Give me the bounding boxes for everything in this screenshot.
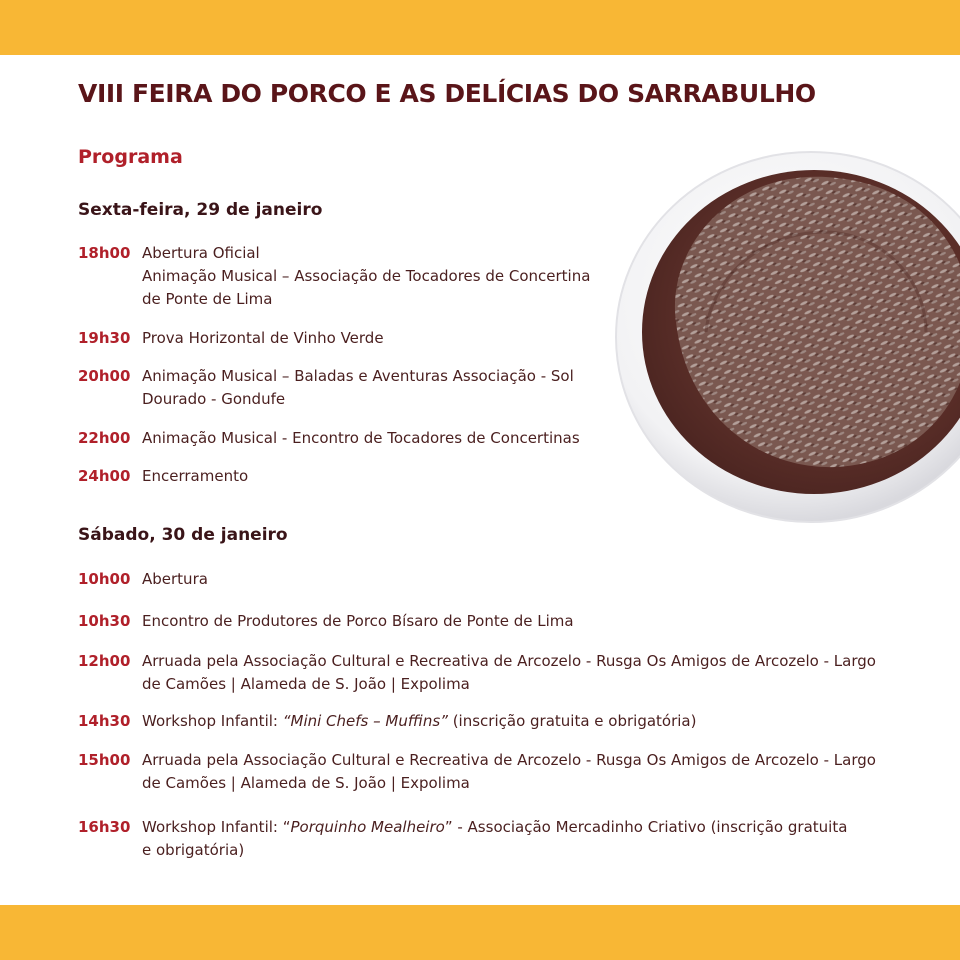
event-time: 24h00 <box>78 467 131 485</box>
event-time: 10h30 <box>78 612 131 630</box>
event-time: 20h00 <box>78 367 131 385</box>
schedule-item <box>78 427 580 450</box>
event-time: 15h00 <box>78 751 131 769</box>
schedule-item <box>78 327 384 350</box>
schedule-item <box>78 568 208 591</box>
sarrabulho-dish-photo <box>596 132 960 532</box>
event-text: Arruada pela Associação Cultural e Recreativa de Arcozelo - Rusga Os Amigos de Arcozelo - Largo <box>142 751 876 769</box>
event-text: Workshop Infantil: “Porquinho Mealheiro” - Associação Mercadinho Criativo (inscrição gratuita <box>142 818 848 836</box>
event-text: Arruada pela Associação Cultural e Recreativa de Arcozelo - Rusga Os Amigos de Arcozelo - Largo <box>142 652 876 670</box>
schedule-item <box>78 610 574 633</box>
schedule-item <box>78 242 590 311</box>
top-yellow-band <box>0 0 960 55</box>
day-heading-friday: Sexta-feira, 29 de janeiro <box>78 200 323 220</box>
schedule-item <box>78 749 876 795</box>
event-text: Workshop Infantil: “Mini Chefs – Muffins” (inscrição gratuita e obrigatória) <box>142 712 697 730</box>
event-time: 14h30 <box>78 712 131 730</box>
event-text: Encerramento <box>142 467 249 485</box>
event-time: 16h30 <box>78 818 131 836</box>
event-text: Prova Horizontal de Vinho Verde <box>142 329 384 347</box>
event-text: de Camões | Alameda de S. João | Expolima <box>142 774 470 792</box>
event-text: Animação Musical - Encontro de Tocadores de Concertinas <box>142 429 580 447</box>
event-text: Dourado - Gondufe <box>142 390 286 408</box>
event-text: e obrigatória) <box>142 841 245 859</box>
schedule-item <box>78 710 696 733</box>
event-text: Encontro de Produtores de Porco Bísaro de Ponte de Lima <box>142 612 574 630</box>
event-time: 18h00 <box>78 244 131 262</box>
day-heading-saturday: Sábado, 30 de janeiro <box>78 525 288 545</box>
bottom-yellow-band <box>0 905 960 960</box>
page-title: VIII FEIRA DO PORCO E AS DELÍCIAS DO SARRABULHO <box>78 79 816 108</box>
program-subtitle: Programa <box>78 146 183 168</box>
schedule-item <box>78 816 847 862</box>
event-text: de Ponte de Lima <box>142 290 273 308</box>
event-text: Abertura Oficial <box>142 244 260 262</box>
event-text: Animação Musical – Associação de Tocadores de Concertina <box>142 267 591 285</box>
event-text: de Camões | Alameda de S. João | Expolima <box>142 675 470 693</box>
schedule-item <box>78 365 574 411</box>
event-time: 10h00 <box>78 570 131 588</box>
event-text: Animação Musical – Baladas e Aventuras Associação - Sol <box>142 367 574 385</box>
schedule-item <box>78 465 248 488</box>
event-time: 19h30 <box>78 329 131 347</box>
event-text: Abertura <box>142 570 208 588</box>
schedule-item <box>78 650 876 696</box>
event-time: 22h00 <box>78 429 131 447</box>
event-time: 12h00 <box>78 652 131 670</box>
